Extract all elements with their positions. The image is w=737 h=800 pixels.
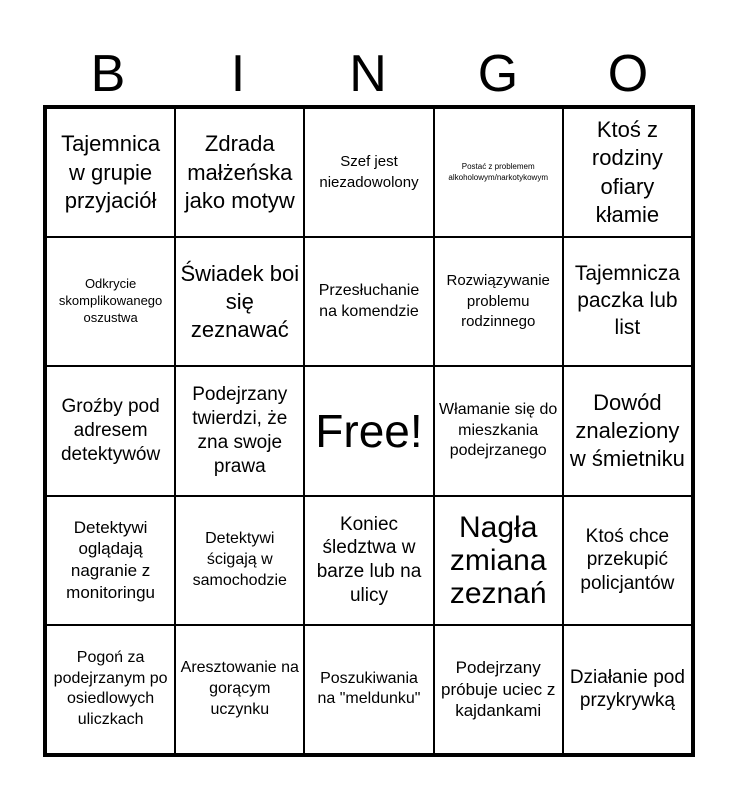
bingo-cell[interactable] <box>304 237 433 366</box>
bingo-cell[interactable] <box>304 625 433 754</box>
cell-text: Detektywi oglądają nagranie z monitoringu <box>66 517 155 602</box>
cell-text: Odkrycie skomplikowanego oszustwa <box>58 276 163 326</box>
cell-text: Podejrzany próbuje uciec z kajdankami <box>441 657 556 721</box>
cell-text: Podejrzany twierdzi, że zna swoje prawa <box>192 384 288 477</box>
cell-text: Przesłuchanie na komendzie <box>318 281 420 320</box>
bingo-cell[interactable] <box>304 496 433 625</box>
bingo-cell[interactable] <box>46 496 175 625</box>
cell-text: Włamanie się do mieszkania podejrzanego <box>439 400 558 460</box>
cell-text: Świadek boi się zeznawać <box>180 260 300 342</box>
cell-text: Tajemnicza paczka lub list <box>574 262 680 340</box>
bingo-cell[interactable] <box>434 625 563 754</box>
bingo-cell[interactable] <box>434 237 563 366</box>
free-space: Free! <box>315 404 423 457</box>
bingo-cell[interactable] <box>434 366 563 495</box>
bingo-cell[interactable] <box>434 108 563 237</box>
header-letter-o: O <box>607 45 649 103</box>
cell-text: Szef jest niezadowolony <box>319 153 419 191</box>
bingo-cell[interactable] <box>175 496 304 625</box>
cell-text: Ktoś chce przekupić policjantów <box>580 525 675 595</box>
bingo-cell[interactable] <box>46 108 175 237</box>
cell-text: Rozwiązywanie problemu rodzinnego <box>446 272 550 330</box>
bingo-cell[interactable] <box>304 108 433 237</box>
header-letter-n: N <box>349 45 387 103</box>
bingo-cell[interactable] <box>175 237 304 366</box>
cell-text: Pogoń za podejrzanym po osiedlowych uliczkach <box>53 648 168 729</box>
cell-text: Ktoś z rodziny ofiary kłamie <box>591 117 663 227</box>
bingo-cell[interactable] <box>434 496 563 625</box>
bingo-cell free-cell[interactable] <box>304 366 433 495</box>
bingo-cell[interactable] <box>46 366 175 495</box>
bingo-cell[interactable] <box>175 625 304 754</box>
bingo-cell[interactable] <box>563 625 692 754</box>
bingo-cell[interactable] <box>46 625 175 754</box>
cell-text: Koniec śledztwa w barze lub na ulicy <box>316 513 422 606</box>
cell-text: Groźby pod adresem detektywów <box>60 396 161 465</box>
cell-text: Poszukiwania na "meldunku" <box>317 669 421 708</box>
cell-text: Postać z problemem alkoholowym/narkotykowym <box>448 162 548 182</box>
bingo-cell[interactable] <box>563 496 692 625</box>
cell-text: Aresztowanie na gorącym uczynku <box>180 659 299 718</box>
bingo-cell[interactable] <box>175 366 304 495</box>
cell-text: Nagła zmiana zeznań <box>449 510 547 610</box>
header-letter-b: B <box>90 45 126 103</box>
bingo-cell[interactable] <box>563 237 692 366</box>
bingo-cell[interactable] <box>46 237 175 366</box>
bingo-header <box>43 44 694 104</box>
cell-text: Zdrada małżeńska jako motyw <box>184 131 295 213</box>
cell-text: Dowód znaleziony w śmietniku <box>569 389 685 472</box>
bingo-cell[interactable] <box>175 108 304 237</box>
cell-text: Detektywi ścigają w samochodzie <box>192 530 287 589</box>
header-letter-i: I <box>230 45 246 103</box>
bingo-cell[interactable] <box>563 108 692 237</box>
bingo-grid <box>43 105 695 757</box>
bingo-cell[interactable] <box>563 366 692 495</box>
cell-text: Tajemnica w grupie przyjaciół <box>61 131 161 213</box>
cell-text: Działanie pod przykrywką <box>569 666 685 712</box>
header-letter-g: G <box>477 45 519 103</box>
